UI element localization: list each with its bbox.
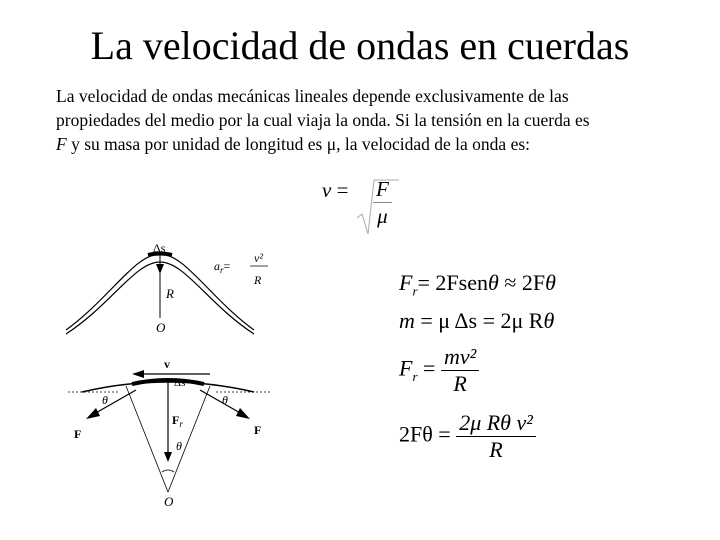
mu-symbol: μ (326, 134, 337, 154)
paragraph-line-3-mid: y su masa por unidad de longitud es (66, 134, 327, 154)
force-diagram (60, 350, 280, 510)
accel-arrow-head (156, 264, 164, 274)
eq1-rhs: = 2Fsen (417, 270, 488, 295)
paragraph-line-3 (56, 132, 676, 156)
force-right-label: F (254, 423, 262, 437)
angle-arc (162, 470, 174, 472)
R-label: R (166, 286, 174, 301)
R-denominator-label: R (254, 273, 262, 287)
fraction-mv2-R (441, 344, 479, 397)
radial-force-arrow-head (164, 452, 172, 462)
theta-left-label: θ (102, 393, 108, 407)
delta-s-label: Δs (174, 377, 186, 389)
tension-symbol: F (56, 134, 67, 154)
accel-label: $a_r=$ (214, 259, 231, 275)
equation-mass (399, 308, 554, 334)
force-left-head (86, 408, 100, 419)
fraction-balance (456, 410, 536, 463)
equals-sign: = (423, 355, 436, 381)
force-symbol: F (399, 270, 413, 295)
fraction-numerator: 2μ Rθ v² (459, 410, 533, 435)
eq1-approx: ≈ 2F (498, 270, 546, 295)
force-left-label: F (74, 427, 82, 441)
equals-sign: = (438, 421, 451, 447)
velocity-formula (322, 178, 348, 203)
eq2-rhs: = μ Δs = 2μ R (414, 308, 544, 333)
velocity-label: v (164, 357, 170, 371)
velocity-arrow-head (132, 370, 144, 378)
equation-centripetal (399, 344, 479, 397)
sqrt-fraction (373, 176, 392, 229)
fraction-denominator-mu: μ (377, 204, 388, 228)
equation-balance (399, 410, 536, 463)
fraction-denominator: R (441, 370, 479, 397)
intro-paragraph (56, 84, 676, 156)
v-squared-label: v² (254, 251, 263, 265)
theta-right-label: θ (222, 393, 228, 407)
radius-right (168, 386, 210, 492)
equation-radial-force (399, 270, 556, 299)
theta-symbol: θ (543, 308, 555, 333)
paragraph-line-1: La velocidad de ondas mecánicas lineales depende exclusivamente de las (56, 86, 569, 106)
eq4-lhs: 2Fθ (399, 421, 433, 447)
theta-symbol: θ (487, 270, 499, 295)
equals-sign: = (336, 178, 349, 202)
O-label: O (164, 494, 174, 509)
fraction-denominator: R (456, 436, 536, 463)
paragraph-line-3-end: , la velocidad de la onda es: (336, 134, 531, 154)
radial-force-label: $F_r$ (172, 413, 183, 429)
wave-pulse-diagram (60, 240, 350, 340)
subscript-r: r (412, 283, 418, 299)
mass-symbol: m (399, 308, 415, 333)
delta-s-label: Δs (153, 241, 166, 255)
fraction-numerator-F: F (373, 176, 392, 203)
velocity-symbol: v (322, 178, 332, 202)
O-label: O (156, 320, 166, 335)
radius-left (126, 386, 168, 492)
subscript-r: r (412, 368, 418, 384)
fraction-numerator: mv² (443, 344, 477, 369)
theta-symbol: θ (545, 270, 556, 295)
theta-center-label: θ (176, 439, 182, 453)
force-symbol: F (399, 355, 413, 381)
force-right-head (236, 408, 250, 419)
slide-title: La velocidad de ondas en cuerdas (90, 23, 630, 68)
force-right-line (200, 390, 242, 414)
force-left-line (94, 390, 136, 414)
paragraph-line-2: propiedades del medio por la cual viaja la onda. Si la tensión en la cuerda es (56, 110, 590, 130)
